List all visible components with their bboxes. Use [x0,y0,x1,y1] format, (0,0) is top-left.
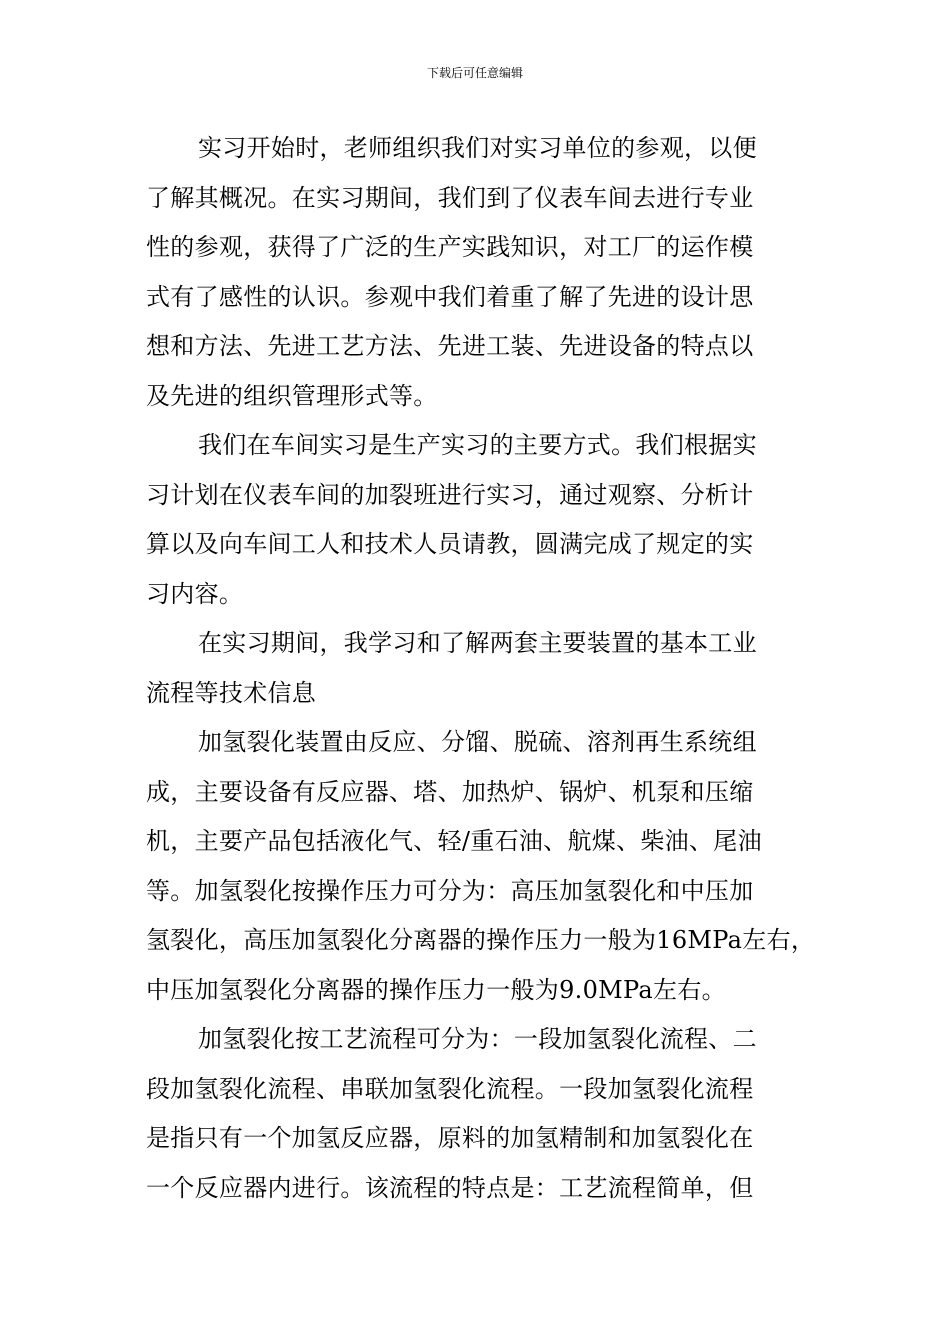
text-line: 氢裂化，高压加氢裂化分离器的操作压力一般为16MPa左右， [146,926,816,954]
text-line: 流程等技术信息 [146,678,317,707]
text-line: 算以及向车间工人和技术人员请教，圆满完成了规定的实 [146,530,754,558]
paragraph-first-line: 加氢裂化按工艺流程可分为：一段加氢裂化流程、二 [198,1025,757,1053]
text-line: 成，主要设备有反应器、塔、加热炉、锅炉、机泵和压缩 [146,777,754,806]
text-line: 习计划在仪表车间的加裂班进行实习，通过观察、分析计 [146,480,754,509]
paragraph-first-line: 加氢裂化装置由反应、分馏、脱硫、溶剂再生系统组 [198,728,757,756]
paragraph-first-line: 在实习期间，我学习和了解两套主要装置的基本工业 [198,629,757,657]
text-line: 中压加氢裂化分离器的操作压力一般为9.0MPa左右。 [146,975,726,1004]
text-line: 式有了感性的认识。参观中我们着重了解了先进的设计思 [146,282,754,311]
text-line: 是指只有一个加氢反应器，原料的加氢精制和加氢裂化在 [146,1124,754,1152]
text-line: 一个反应器内进行。该流程的特点是：工艺流程简单，但 [146,1173,754,1202]
page-header: 下载后可任意编辑 [426,66,523,80]
text-line: 等。加氢裂化按操作压力可分为：高压加氢裂化和中压加 [146,876,754,905]
text-line: 段加氢裂化流程、串联加氢裂化流程。一段加氢裂化流程 [146,1074,754,1103]
text-line: 性的参观，获得了广泛的生产实践知识，对工厂的运作模 [146,233,754,261]
text-line: 想和方法、先进工艺方法、先进工装、先进设备的特点以 [146,332,754,360]
paragraph-first-line: 我们在车间实习是生产实习的主要方式。我们根据实 [198,431,757,459]
text-line: 及先进的组织管理形式等。 [146,381,438,410]
paragraph-first-line: 实习开始时，老师组织我们对实习单位的参观，以便 [198,134,757,162]
text-line: 了解其概况。在实习期间，我们到了仪表车间去进行专业 [146,183,754,212]
text-line: 机，主要产品包括液化气、轻/重石油、航煤、柴油、尾油 [146,827,762,855]
document-body [146,124,826,1213]
text-line: 习内容。 [146,579,244,608]
